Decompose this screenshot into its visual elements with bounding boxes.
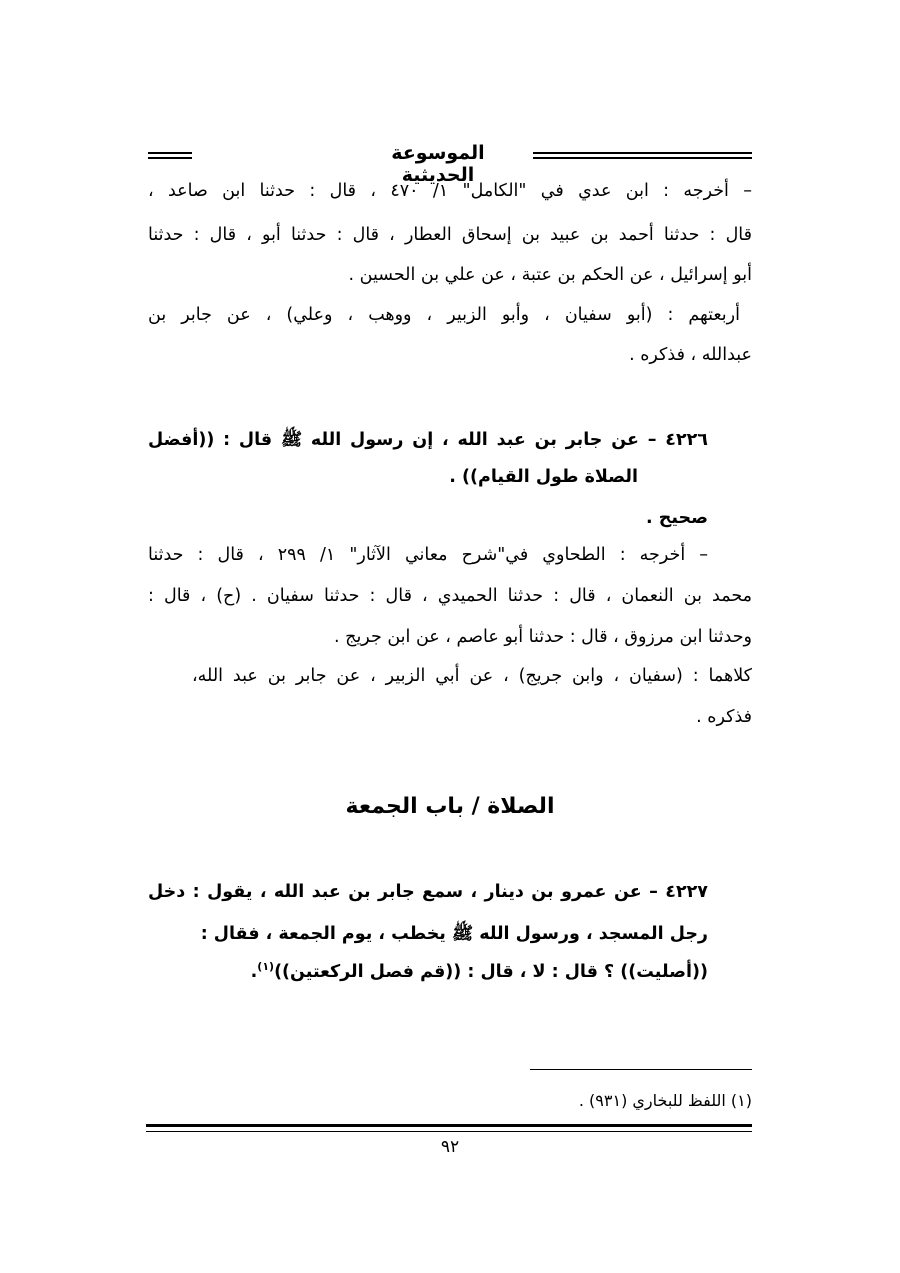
hadith-grade: صحيح . [645, 508, 708, 528]
text-line: كلاهما : (سفيان ، وابن جريج) ، عن أبي الزبير ، عن جابر بن عبد الله، [192, 666, 752, 686]
text-line: عبدالله ، فذكره . [629, 345, 752, 365]
footnote: (١) اللفظ للبخاري (٩٣١) . [578, 1091, 752, 1110]
footnote-reference: (١) [257, 960, 275, 973]
header-title: الموسوعة الحديثية [391, 142, 485, 186]
text-line: وحدثنا ابن مرزوق ، قال : حدثنا أبو عاصم ، عن ابن جريج . [334, 627, 752, 647]
hadith-text: ٤٢٢٦ – عن جابر بن عبد الله ، إن رسول الله ﷺ قال : ((أفضل [148, 430, 708, 450]
hadith-text: ٤٢٢٧ – عن عمرو بن دينار ، سمع جابر بن عبد الله ، يقول : دخل [148, 882, 708, 902]
hadith-text [148, 960, 708, 982]
section-title: الصلاة / باب الجمعة [345, 794, 555, 819]
text-line: محمد بن النعمان ، قال : حدثنا الحميدي ، قال : حدثنا سفيان . (ح) ، قال : [148, 586, 752, 606]
hadith-text-end: . [250, 961, 258, 982]
header-rule [533, 157, 752, 159]
text-line: فذكره . [696, 707, 752, 727]
text-line: – أخرجه : الطحاوي في"شرح معاني الآثار" ١/ ٢٩٩ ، قال : حدثنا [148, 545, 708, 565]
text-line [148, 305, 740, 325]
footnote-rule [530, 1069, 752, 1070]
header-rule [148, 152, 192, 154]
hadith-text: رجل المسجد ، ورسول الله ﷺ يخطب ، يوم الجمعة ، فقال : [200, 924, 708, 944]
page-number: ٩٢ [440, 1137, 460, 1157]
text-line: – أخرجه : ابن عدي في "الكامل" ١/ ٤٧٠ ، قال : حدثنا ابن صاعد ، [148, 181, 753, 201]
footer-rule [146, 1131, 752, 1132]
text-line: أبو إسرائيل ، عن الحكم بن عتبة ، عن علي بن الحسين . [348, 265, 752, 285]
hadith-text: الصلاة طول القيام)) . [449, 467, 638, 487]
header-rule [148, 157, 192, 159]
running-header [148, 140, 752, 186]
header-rule [533, 152, 752, 154]
text-line: قال : حدثنا أحمد بن عبيد بن إسحاق العطار ، قال : حدثنا أبو ، قال : حدثنا [148, 225, 752, 245]
footer-rule [146, 1124, 752, 1127]
text-span: أربعتهم : (أبو سفيان ، وأبو الزبير ، ووهب ، وعلي) ، عن جابر بن [148, 305, 740, 325]
hadith-text-span: ((أصليت)) ؟ قال : لا ، قال : ((قم فصل الركعتين)) [274, 961, 708, 982]
